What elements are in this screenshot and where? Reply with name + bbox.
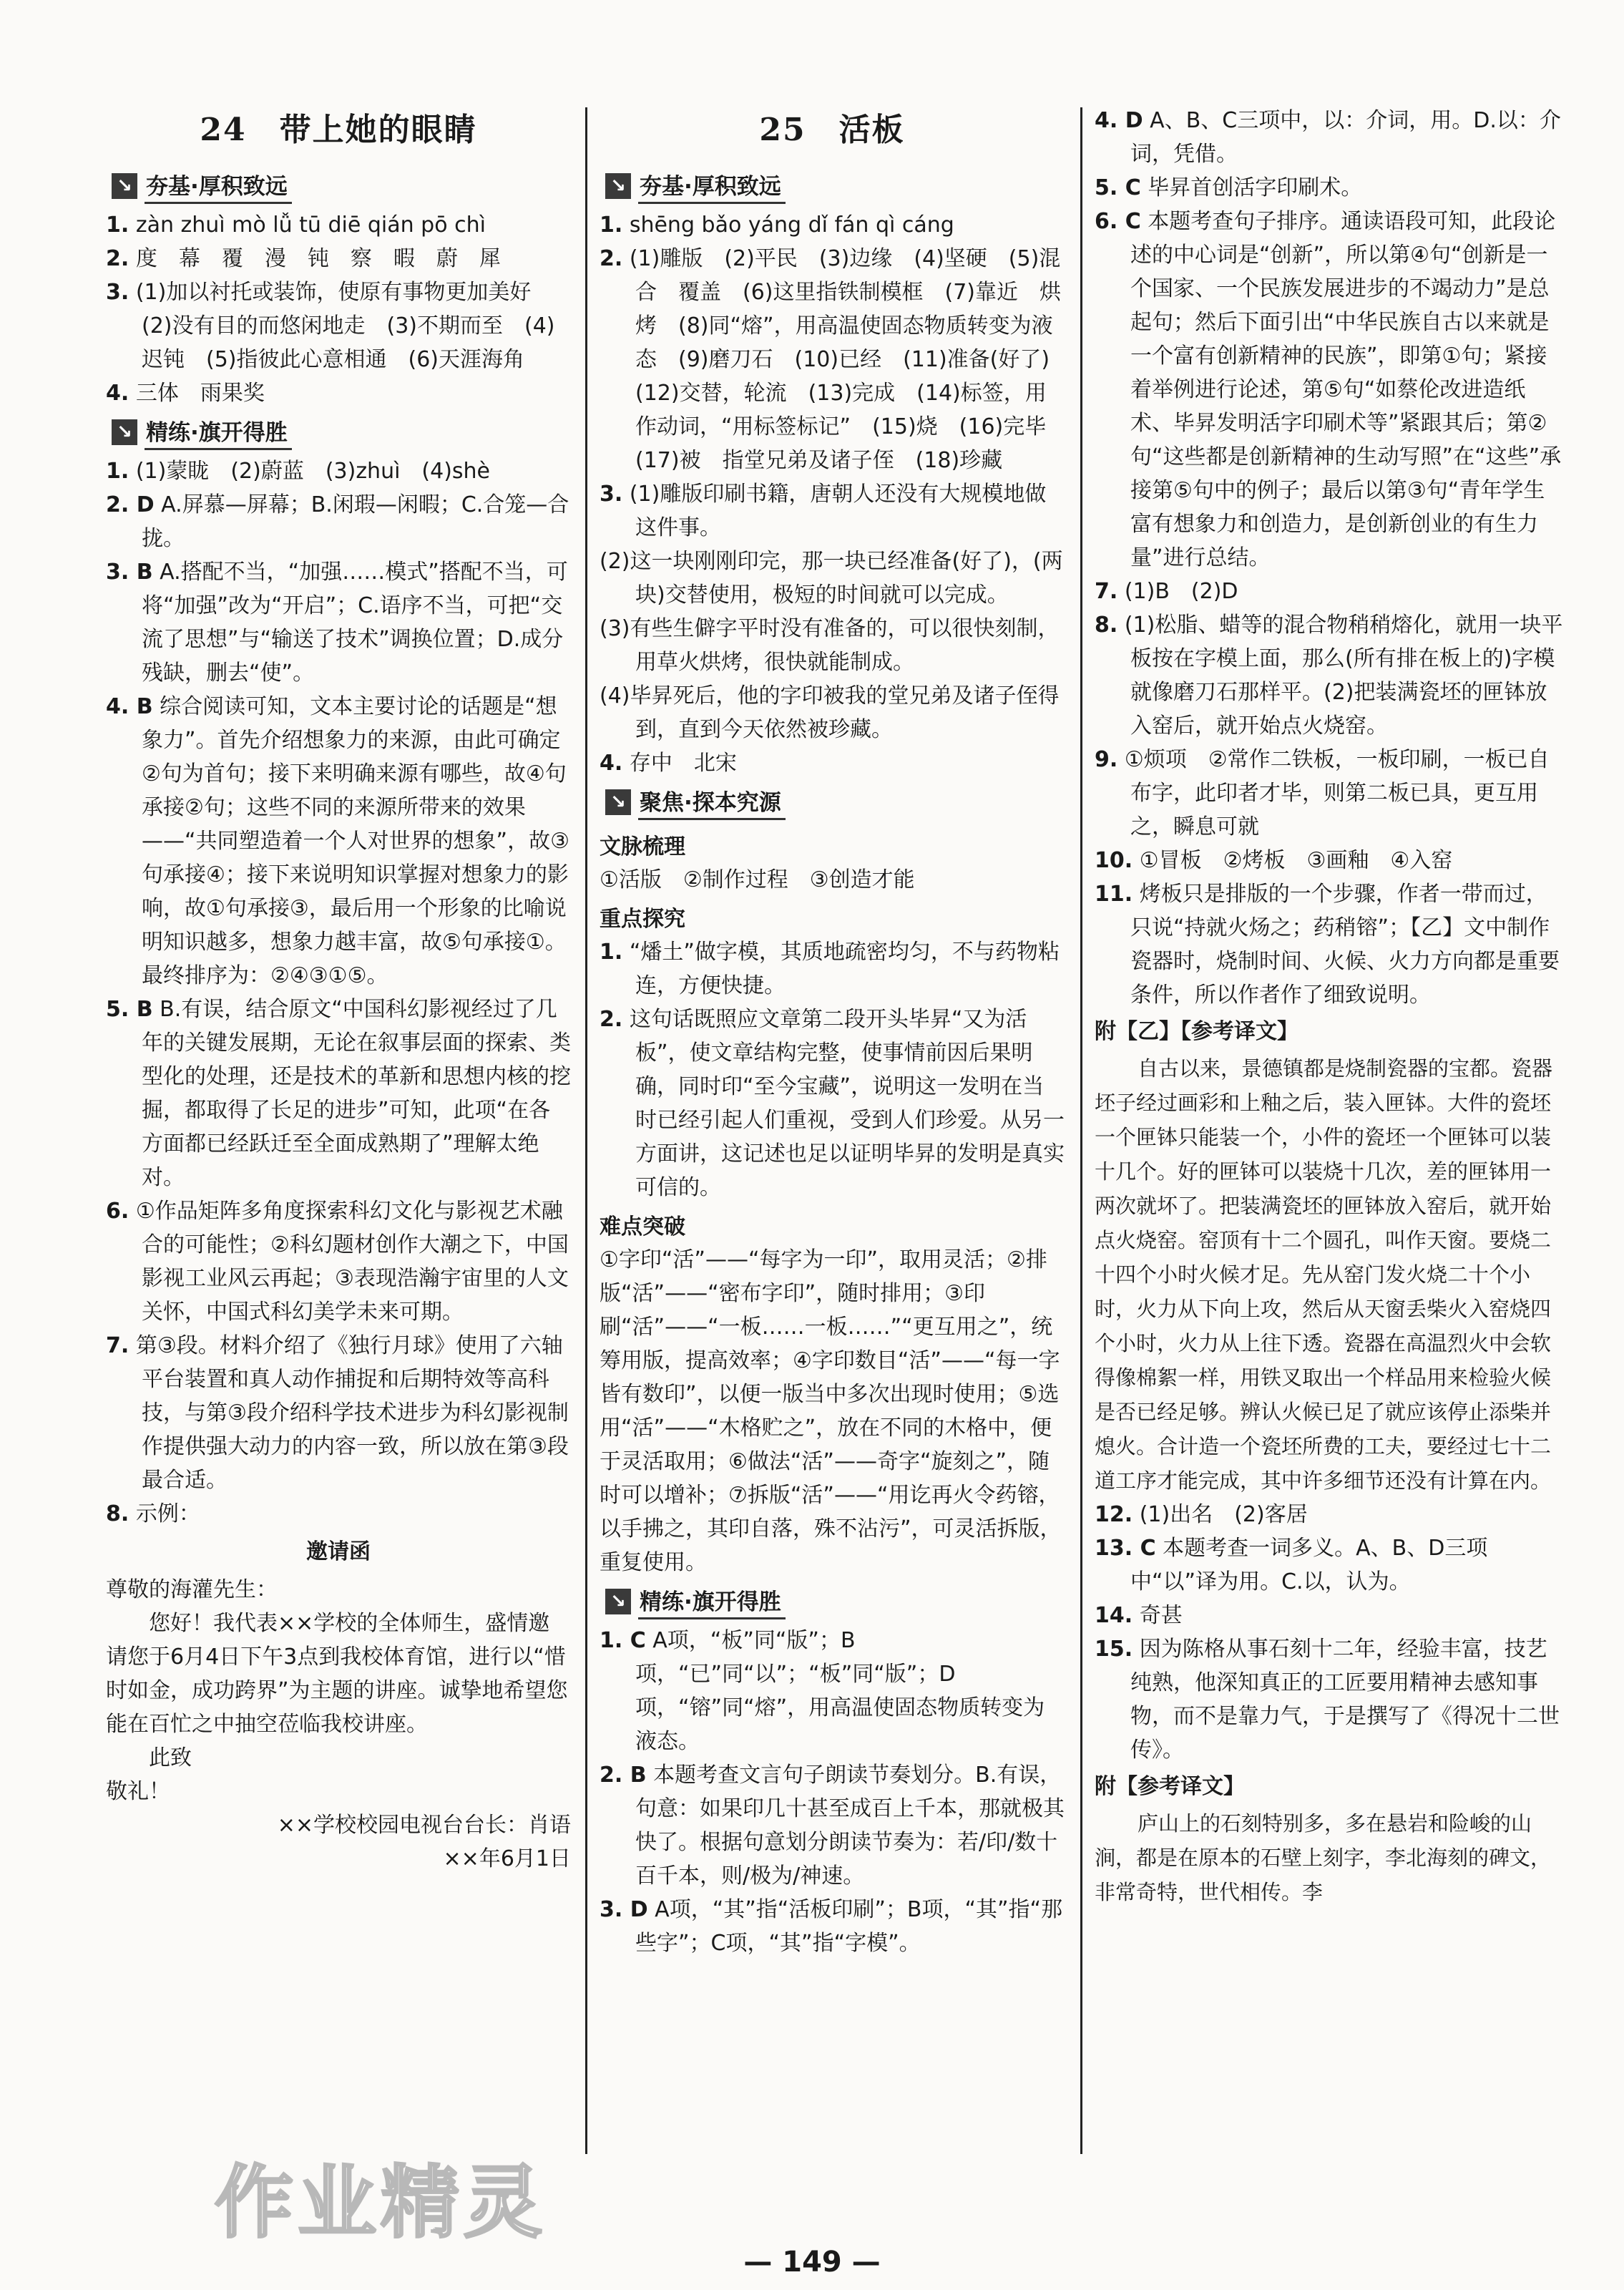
answer-text: (4)毕昇死后，他的字印被我的堂兄弟及诸子侄得到，直到今天依然被珍藏。 (600, 683, 1060, 742)
answer-item (600, 935, 1065, 1003)
answer-text: (1)雕版印刷书籍，唐朝人还没有大规模地做这件事。 (629, 482, 1047, 540)
answer-item (106, 555, 571, 690)
answer-number: 1. (106, 459, 129, 484)
reference-translation: 庐山上的石刻特别多，多在悬岩和险峻的山涧，都是在原本的石壁上刻字，李北海刻的碑文，非常奇特，世代相传。李 (1095, 1811, 1552, 1904)
answer-item (1095, 1531, 1563, 1599)
answer-list (600, 208, 1072, 780)
answer-number: 2. (600, 1007, 623, 1032)
answer-number: 1. (600, 213, 623, 238)
answer-number: 14. (1095, 1603, 1133, 1628)
answer-item (600, 1758, 1065, 1893)
answer-number: 6. C (1095, 209, 1141, 234)
subheading-wenmai: 文脉梳理 (600, 834, 685, 859)
answer-item (600, 242, 1072, 477)
answer-number: 3. (600, 482, 623, 507)
answer-item (106, 276, 571, 376)
invitation-title: 邀请函 (306, 1539, 371, 1564)
appendix-heading: 附【参考译文】 (1095, 1774, 1245, 1799)
answer-text: (1)松脂、蜡等的混合物稍稍熔化，就用一块平板按在字模上面，那么(所有排在板上的)字模就像磨刀石那样平。(2)把装满瓷坯的匣钵放入窑后，就开始点火烧窑。 (1124, 613, 1563, 739)
answer-number: 11. (1095, 882, 1133, 907)
lesson-24-title: 24 带上她的眼睛 (200, 112, 477, 148)
answer-text: A.屏慕—屏幕；B.闲瑕—闲暇；C.合笼—合拢。 (142, 492, 569, 551)
answer-number: 10. (1095, 848, 1133, 873)
column-divider (585, 107, 587, 2154)
answer-item (1095, 171, 1563, 205)
answer-item (1095, 1498, 1563, 1531)
answer-text: 本题考查一词多义。A、B、D三项中“以”译为用。C.以，认为。 (1130, 1536, 1488, 1594)
answer-number: 5. B (106, 997, 153, 1022)
answer-text: zàn zhuì mò lǚ tū diē qián pō chì (135, 213, 486, 238)
answer-text: A项，“其”指“活板印刷”；B项，“其”指“那些字”；C项，“其”指“字模”。 (635, 1897, 1063, 1956)
nandian-text: ①字印“活”——“每字为一印”，取用灵活；②排版“活”——“密布字印”，随时排用；③印刷“活”——“一板……一板……”“更互用之”，统筹用版，提高效率；④字印数目“活”——“每一字皆有数印”，以便一版当中多次出现时使用；⑤选用“活”——“木格贮之”，放在不同的木格中，便于灵活取用；⑥做法“活”——奇字“旋刻之”，随时可以增补；⑦拆版“活”——“用讫再火令药镕，以手拂之，其印自落，殊不沾污”，可灵活拆版，重复使用。 (600, 1247, 1062, 1575)
answer-number: 5. C (1095, 175, 1141, 200)
answer-item (600, 1003, 1065, 1204)
column-left (106, 97, 571, 2215)
answer-text: 本题考查文言句子朗读节奏划分。B.有误，句意：如果印几十甚至成百上千本，那就极其快了。根据句意划分朗读节奏为：若/印/数十百千本，则/极为/神速。 (635, 1763, 1065, 1889)
answer-number: 3. B (106, 560, 153, 585)
answer-number: 6. (106, 1199, 129, 1224)
answer-number: 2. (106, 246, 129, 271)
answer-item (106, 1329, 571, 1497)
answer-text: 因为陈格从事石刻十二年，经验丰富，技艺纯熟，他深知真正的工匠要用精神去感知事物，而不是靠力气，于是撰写了《得况十二世传》。 (1130, 1637, 1560, 1763)
appendix-heading: 附【乙】【参考译文】 (1095, 1019, 1298, 1044)
watermark-logo: 作业精灵 (215, 2157, 547, 2248)
answer-number: 1. (106, 213, 129, 238)
answer-text: ①冒板 ②烤板 ③画釉 ④入窑 (1139, 848, 1453, 873)
answer-text: (3)有些生僻字平时没有准备的，可以很快刻制，用草火烘烤，很快就能制成。 (600, 616, 1060, 675)
answer-item (1095, 1599, 1563, 1632)
arrow-icon: ↘ (605, 173, 631, 199)
column-right (1095, 104, 1563, 2222)
answer-text: A、B、C三项中，以：介词，用。D.以：介词，凭借。 (1130, 108, 1561, 167)
answer-item (600, 612, 1065, 679)
answer-number: 9. (1095, 747, 1118, 772)
answer-item (600, 545, 1065, 612)
answer-number: 4. B (106, 694, 153, 719)
answer-item (106, 488, 571, 555)
invitation-date: ××年6月1日 (443, 1846, 571, 1871)
answer-text: 第③段。材料介绍了《独行月球》使用了六轴平台装置和真人动作捕捉和后期特效等高科技，与第③段介绍科学技术进步为科幻影视制作提供强大动力的内容一致，所以放在第③段最合适。 (135, 1333, 569, 1493)
answer-text: 存中 北宋 (629, 751, 737, 776)
answer-item (1095, 877, 1563, 1012)
answer-item (600, 477, 1065, 545)
answer-list (106, 454, 571, 1531)
answer-text: 这句话既照应文章第二段开头毕昇“又为活板”，使文章结构完整，使事情前因后果明确，同时印“至今宝藏”，说明这一发明在当时已经引起人们重视，受到人们珍爱。从另一方面讲，这记述也足以证明毕昇的发明是真实可信的。 (629, 1007, 1065, 1200)
arrow-icon: ↘ (605, 789, 631, 815)
answer-item (600, 746, 1065, 780)
answer-item (600, 1624, 1065, 1758)
section-header-jinglian: ↘ 精练·旗开得胜 (112, 414, 292, 450)
answer-number: 2. B (600, 1763, 647, 1788)
answer-item (106, 454, 571, 488)
arrow-icon: ↘ (112, 419, 137, 445)
answer-number: 12. (1095, 1502, 1133, 1527)
answer-text: “燔土”做字模，其质地疏密均匀，不与药物粘连，方便快捷。 (629, 940, 1060, 998)
invitation-signature: ××学校校园电视台台长：肖语 (277, 1813, 571, 1838)
invitation-body: 您好！我代表××学校的全体师生，盛情邀请您于6月4日下午3点到我校体育馆，进行以“惜时如金，成功跨界”为主题的讲座。诚挚地希望您能在百忙之中抽空莅临我校讲座。 (106, 1611, 568, 1737)
answer-text: 度 幕 覆 漫 钝 察 暇 蔚 犀 (135, 246, 501, 271)
answer-number: 7. (106, 1333, 129, 1358)
answer-number: 13. C (1095, 1536, 1156, 1561)
wenmai-text: ①活版 ②制作过程 ③创造才能 (600, 867, 915, 892)
invitation-close: 此致 (149, 1745, 192, 1770)
answer-number: 8. (106, 1501, 129, 1526)
answer-item (600, 208, 1065, 242)
answer-item (106, 993, 571, 1194)
section-header-hangji: ↘ 夯基·厚积致远 (605, 168, 786, 204)
answer-item (106, 242, 571, 276)
page-number: — 149 — (743, 2246, 881, 2279)
answer-list (1095, 1498, 1563, 1767)
column-middle (600, 97, 1072, 2215)
answer-list (600, 1624, 1065, 1960)
answer-number: 4. D (1095, 108, 1143, 133)
subheading-zhongdian: 重点探究 (600, 907, 685, 932)
answer-text: 毕昇首创活字印刷术。 (1148, 175, 1363, 200)
section-header-jujiao: ↘ 聚焦·探本究源 (605, 784, 786, 820)
answer-list (600, 935, 1065, 1204)
answer-number: 1. (600, 940, 623, 965)
reference-translation: 自古以来，景德镇都是烧制瓷器的宝都。瓷器坯子经过画彩和上釉之后，装入匣钵。大件的瓷坯一个匣钵只能装一个，小件的瓷坯一个匣钵可以装十几个。好的匣钵可以装烧十几次，差的匣钵用一两次就坏了。把装满瓷坯的匣钵放入窑后，就开始点火烧窑。窑顶有十二个圆孔，叫作天窗。要烧二十四个小时火候才足。先从窑门发火烧二十个小时，火力从下向上攻，然后从天窗丢柴火入窑烧四个小时，火力从上往下透。瓷器在高温烈火中会软得像棉絮一样，用铁叉取出一个样品用来检验火候是否已经足够。辨认火候已足了就应该停止添柴并熄火。合计造一个瓷坯所费的工夫，要经过七十二道工序才能完成，其中许多细节还没有计算在内。 (1095, 1056, 1553, 1493)
answer-item (106, 376, 571, 410)
answer-number: 3. (106, 280, 129, 305)
answer-text: B.有误，结合原文“中国科幻影视经过了几年的关键发展期，无论在叙事层面的探索、类型化的处理，还是技术的革新和思想内核的挖掘，都取得了长足的进步”可知，此项“在各方面都已经跃迁至全面成熟期了”理解太绝对。 (142, 997, 571, 1190)
answer-number: 15. (1095, 1637, 1133, 1662)
arrow-icon: ↘ (112, 173, 137, 199)
answer-text: 烤板只是排版的一个步骤，作者一带而过，只说“持就火炀之；药稍镕”；【乙】文中制作瓷器时，烧制时间、火候、火力方向都是重要条件，所以作者作了细致说明。 (1130, 882, 1560, 1008)
answer-text: ①烦项 ②常作二铁板，一板印刷，一板已自布字，此印者才毕，则第二板已具，更互用之，瞬息可就 (1124, 747, 1550, 839)
answer-item (1095, 743, 1563, 844)
answer-number: 3. D (600, 1897, 648, 1922)
answer-item (1095, 575, 1563, 608)
answer-text: (2)这一块刚刚印完，那一块已经准备(好了)，(两块)交替使用，极短的时间就可以完成。 (600, 549, 1063, 608)
answer-text: (1)蒙眬 (2)蔚蓝 (3)zhuì (4)shè (135, 459, 491, 484)
answer-text: 奇甚 (1139, 1603, 1183, 1628)
invitation-salute: 敬礼！ (106, 1779, 170, 1804)
answer-item (1095, 205, 1563, 575)
column-divider (1080, 107, 1082, 2154)
answer-item (1095, 1632, 1563, 1767)
answer-item (600, 679, 1065, 746)
answer-list (106, 208, 571, 410)
answer-number: 8. (1095, 613, 1118, 638)
answer-text: (1)出名 (2)客居 (1139, 1502, 1308, 1527)
lesson-25-title: 25 活板 (759, 112, 905, 148)
arrow-icon: ↘ (605, 1589, 631, 1614)
answer-text: 本题考查句子排序。通读语段可知，此段论述的中心词是“创新”，所以第④句“创新是一个国家、一个民族发展进步的不竭动力”是总起句；然后下面引出“中华民族自古以来就是一个富有创新精神的民族”，即第①句；紧接着举例进行论述，第⑤句“如蔡伦改进造纸术、毕昇发明活字印刷术等”紧跟其后；第②句“这些都是创新精神的生动写照”在“这些”承接第⑤句中的例子；最后以第③句“青年学生富有想象力和创造力，是创新创业的有生力量”进行总结。 (1130, 209, 1562, 570)
answer-item (106, 208, 571, 242)
answer-number: 4. (106, 381, 129, 406)
answer-item (1095, 104, 1563, 171)
answer-number: 1. C (600, 1628, 646, 1653)
answer-text: A.搭配不当，“加强……模式”搭配不当，可将“加强”改为“开启”；C.语序不当，可把“交流了思想”与“输送了技术”调换位置；D.成分残缺，删去“使”。 (142, 560, 568, 686)
answer-number: 2. D (106, 492, 155, 517)
answer-item (106, 690, 571, 993)
answer-text: 三体 雨果奖 (135, 381, 265, 406)
answer-item (1095, 844, 1563, 877)
answer-list (1095, 104, 1563, 1012)
section-header-jinglian: ↘ 精练·旗开得胜 (605, 1584, 786, 1619)
answer-number: 4. (600, 751, 623, 776)
answer-item (600, 1893, 1065, 1960)
answer-text: 综合阅读可知，文本主要讨论的话题是“想象力”。首先介绍想象力的来源，由此可确定②句为首句；接下来明确来源有哪些，故④句承接②句；这些不同的来源所带来的效果——“共同塑造着一个人对世界的想象”，故③句承接④；接下来说明知识掌握对想象力的影响，故①句承接③，最后用一个形象的比喻说明知识越多，想象力越丰富，故⑤句承接①。最终排序为：②④③①⑤。 (142, 694, 569, 988)
answer-text: (1)雕版 (2)平民 (3)边缘 (4)坚硬 (5)混合 覆盖 (6)这里指铁制模框 (7)靠近 烘烤 (8)同“熔”，用高温使固态物质转变为液态 (9)磨刀石 (10)已经 (11)准备(好了) (12)交替，轮流 (13)完成 (14)标签，用作动词，“用标签标记” (15)烧 (16)完毕 (17)被 指堂兄弟及诸子侄 (18)珍藏 (629, 246, 1072, 473)
answer-text: A项，“板”同“版”；B项，“已”同“以”；“板”同“版”；D项，“镕”同“熔”，用高温使固态物质转变为液态。 (635, 1628, 1045, 1754)
answer-text: (1)B (2)D (1124, 579, 1238, 604)
answer-text: (1)加以衬托或装饰，使原有事物更加美好 (2)没有目的而悠闲地走 (3)不期而至 (4)迟钝 (5)指彼此心意相通 (6)天涯海角 (135, 280, 555, 372)
answer-number: 2. (600, 246, 623, 271)
answer-item (106, 1194, 571, 1329)
invitation-greeting: 尊敬的海灌先生： (106, 1577, 278, 1602)
answer-number: 7. (1095, 579, 1118, 604)
subheading-nandian: 难点突破 (600, 1214, 685, 1239)
answer-text: 示例： (135, 1501, 200, 1526)
answer-text: ①作品矩阵多角度探索科幻文化与影视艺术融合的可能性；②科幻题材创作大潮之下，中国影视工业风云再起；③表现浩瀚宇宙里的人文关怀，中国式科幻美学未来可期。 (135, 1199, 569, 1325)
answer-item (1095, 608, 1563, 743)
answer-item (106, 1497, 571, 1531)
answer-text: shēng bǎo yáng dǐ fán qì cáng (629, 213, 954, 238)
section-header-hangji: ↘ 夯基·厚积致远 (112, 168, 292, 204)
